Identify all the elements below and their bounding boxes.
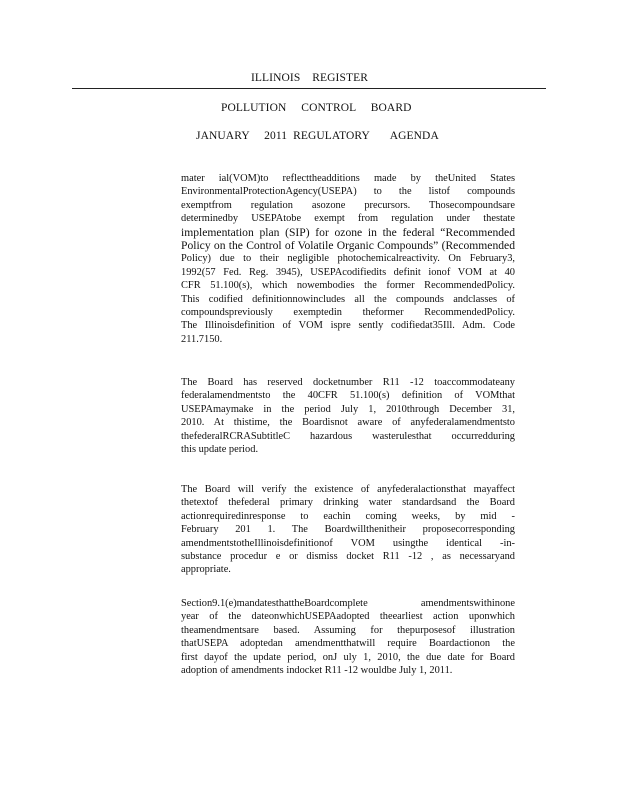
- paragraph-line: February 201 1. The Boardwillthenitheir proposecorresponding: [181, 524, 515, 536]
- paragraph-line: substance procedur e or dismiss docket R11 -12 , as necessaryand: [181, 550, 515, 562]
- paragraph-line: year of the dateonwhichUSEPAadopted theearliest action uponwhich: [181, 611, 515, 623]
- paragraph-line: 211.7150.: [181, 333, 223, 345]
- paragraph-line: appropriate.: [181, 564, 231, 576]
- paragraph-line: thetextof thefederal primary drinking water standardsand the Board: [181, 497, 515, 509]
- agenda-title-text: JANUARY 2011 REGULATORY AGENDA: [196, 130, 439, 142]
- paragraph-line: this update period.: [181, 443, 259, 455]
- paragraph-line: exemptfrom regulation asozone precursors. Thosecompoundsare: [181, 199, 515, 211]
- paragraph-line: Policy on the Control of Volatile Organic Compounds” (Recommended: [181, 238, 515, 252]
- paragraph-line: actionrequiredinresponse to eachin coming weeks, by mid -: [181, 510, 515, 522]
- paragraph-line: first dayof the update period, onJ uly 1, 2010, the due date for Board: [181, 651, 515, 663]
- paragraph-line: 2010. At thistime, the Boardisnot aware of anyfederalamendmentsto: [181, 417, 515, 429]
- paragraph-line: EnvironmentalProtectionAgency(USEPA) to the listof compounds: [181, 186, 515, 198]
- paragraph-line: The Board has reserved docketnumber R11 -12 toaccommodateany: [181, 377, 515, 388]
- paragraph-line: mater ial(VOM)to reflecttheadditions made by theUnited States: [181, 173, 515, 184]
- paragraph-line: 1992(57 Fed. Reg. 3945), USEPAcodifiedits definit ionof VOM at 40: [181, 266, 515, 278]
- paragraph-line: The Board will verify the existence of anyfederalactionsthat mayaffect: [181, 484, 515, 495]
- paragraph-line: Policy) due to their negligible photochemicalreactivity. On February3,: [181, 253, 515, 265]
- paragraph-line: implementation plan (SIP) for ozone in the federal “Recommended: [181, 225, 515, 239]
- register-title-text: ILLINOIS REGISTER: [251, 72, 368, 84]
- paragraph-line: thefederalRCRASubtitleC hazardous wasterulesthat occurredduring: [181, 430, 515, 442]
- paragraph-3: [181, 483, 515, 577]
- paragraph-line: CFR 51.100(s), which nowembodies the former RecommendedPolicy.: [181, 280, 515, 292]
- paragraph-line: thatUSEPA adoptedan amendmentthatwill require Boardactionon the: [181, 638, 515, 650]
- board-title-text: POLLUTION CONTROL BOARD: [221, 102, 412, 114]
- paragraph-1: [181, 172, 515, 346]
- paragraph-4: [181, 597, 515, 677]
- paragraph-line: theamendmentsare based. Assuming for thepurposesof illustration: [181, 624, 515, 636]
- paragraph-2: [181, 376, 515, 456]
- paragraph-line: amendmentstotheIllinoisdefinitionof VOM usingthe identical -in-: [181, 537, 515, 549]
- paragraph-line: compoundspreviously exemptedin theformer RecommendedPolicy.: [181, 306, 515, 318]
- paragraph-line: The Illinoisdefinition of VOM ispre sently codifiedat35Ill. Adm. Code: [181, 320, 515, 332]
- header-rule: [72, 88, 546, 89]
- paragraph-line: federalamendmentsto the 40CFR 51.100(s) definition of VOMthat: [181, 390, 515, 402]
- paragraph-line: Section9.1(e)mandatesthattheBoardcomplete amendmentswithinone: [181, 598, 515, 609]
- paragraph-line: adoption of amendments indocket R11 -12 wouldbe July 1, 2011.: [181, 664, 453, 676]
- paragraph-line: determinedby USEPAtobe exempt from regulation under thestate: [181, 213, 515, 225]
- paragraph-line: USEPAmaymake in the period July 1, 2010through December 31,: [181, 403, 515, 415]
- paragraph-line: This codified definitionnowincludes all the compounds andclasses of: [181, 293, 515, 305]
